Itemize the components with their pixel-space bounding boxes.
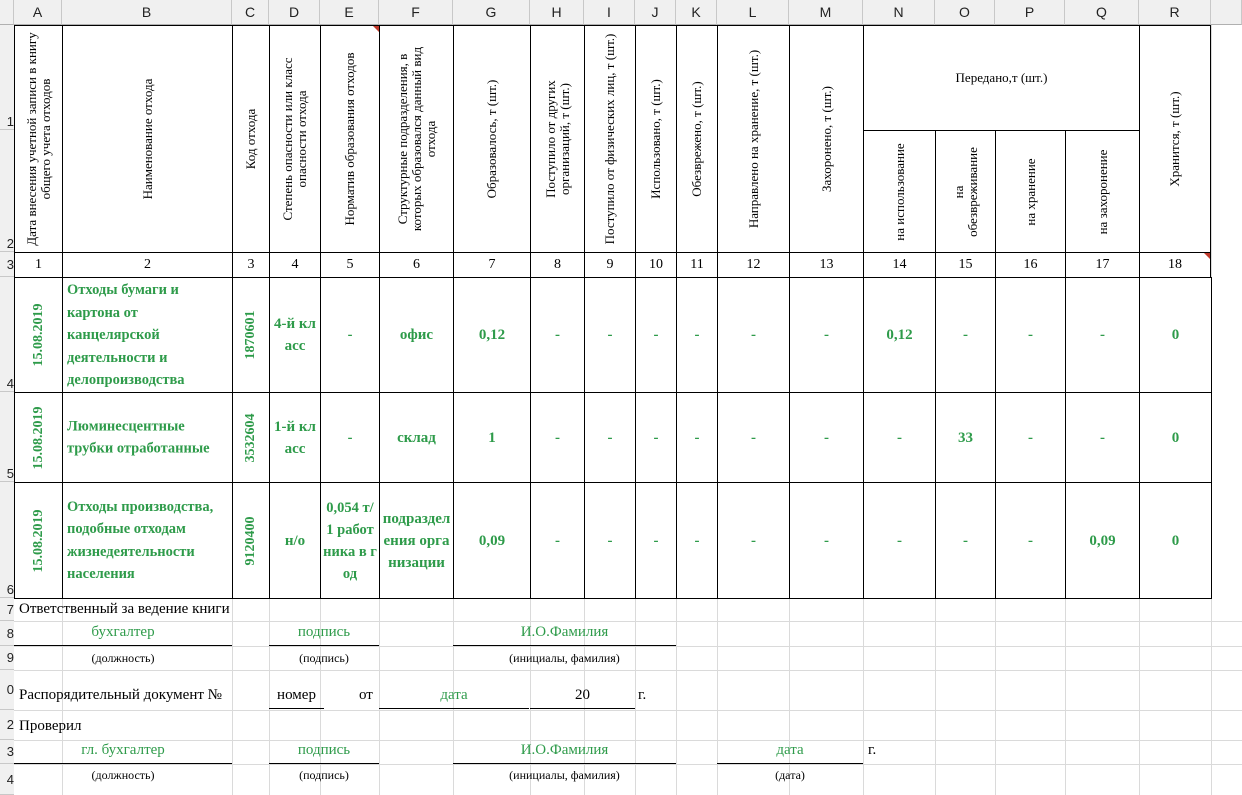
col-number-text: 4 [291, 257, 299, 272]
col-number-4[interactable] [269, 252, 321, 278]
col-number-5[interactable] [320, 252, 380, 278]
col-number-15[interactable] [935, 252, 996, 278]
date-caption-2: (дата) [775, 768, 805, 782]
record-formed: 0,12 [478, 327, 506, 343]
header-formed[interactable] [453, 25, 531, 253]
record-class: 4-й класс [274, 316, 316, 354]
record-norm: 0,054 т/1 работника в год [323, 499, 377, 582]
header-code-text: Код отхода [243, 108, 258, 170]
col-header-k[interactable]: K [676, 0, 717, 25]
position-caption-1: (должность) [91, 651, 155, 665]
record-3-formed-cell[interactable] [453, 482, 531, 599]
record-from-orgs: - [555, 429, 560, 446]
record-3-name-cell[interactable] [62, 482, 233, 599]
record-3-used-cell[interactable] [635, 482, 677, 599]
record-transferred-use: - [897, 429, 902, 446]
record-transferred-burial: - [1100, 429, 1105, 446]
record-3-to-storage-cell[interactable] [717, 482, 790, 599]
record-3-neutralized-cell[interactable] [676, 482, 718, 599]
row-header-6[interactable]: 6 [0, 482, 14, 598]
year-suffix: г. [638, 687, 647, 703]
record-formed: 0,09 [478, 532, 506, 549]
record-1-transferred-storage-cell[interactable] [995, 277, 1066, 393]
col-number-9[interactable] [584, 252, 636, 278]
header-t-storage-text: на хранение [1022, 157, 1038, 226]
record-from-persons: - [607, 532, 613, 549]
record-stored: 0 [1171, 429, 1180, 446]
col-header-p[interactable]: P [995, 0, 1065, 25]
record-used: - [653, 429, 659, 446]
record-norm: - [347, 429, 353, 446]
checked-label: Проверил [19, 718, 82, 734]
col-number-18[interactable] [1139, 252, 1211, 278]
col-number-10[interactable] [635, 252, 677, 278]
record-from-orgs: - [555, 327, 560, 343]
record-1-used-cell[interactable] [635, 277, 677, 393]
header-t-use-text: на использование [891, 142, 907, 241]
header-from-orgs[interactable] [530, 25, 585, 253]
record-3-transferred-neutral-cell[interactable] [935, 482, 996, 599]
gridline [14, 740, 1242, 741]
header-stored-text: Хранится, т (шт.) [1167, 91, 1182, 187]
date-field-2[interactable]: дата [717, 742, 863, 764]
header-name[interactable] [62, 25, 233, 253]
col-number-text: 16 [1023, 257, 1038, 272]
record-3-transferred-storage-cell[interactable] [995, 482, 1066, 599]
row-header-14[interactable]: 4 [0, 764, 14, 795]
record-class: н/о [284, 532, 306, 549]
record-1-to-storage-cell[interactable] [717, 277, 790, 393]
record-code: 1870601 [243, 310, 258, 360]
header-from-persons-text: Поступило от физических лиц, т (шт.) [602, 33, 617, 245]
header-transferred[interactable] [863, 25, 1140, 131]
header-norm-text: Норматив образования отходов [342, 52, 357, 226]
record-2-neutralized-cell[interactable] [676, 392, 718, 483]
record-1-from-persons-cell[interactable] [584, 277, 636, 393]
signature-field-2[interactable]: подпись [269, 742, 379, 764]
col-header-l[interactable]: L [717, 0, 789, 25]
col-number-14[interactable] [863, 252, 936, 278]
gridline [14, 670, 1242, 671]
record-transferred-storage: - [1028, 429, 1033, 446]
header-unit-text: Структурные подразделения, в которых образовался данный вид отхода [394, 46, 438, 232]
col-header-h[interactable]: H [530, 0, 584, 25]
order-number-field[interactable]: номер [269, 687, 324, 709]
header-norm[interactable] [320, 25, 380, 253]
col-header-f[interactable]: F [379, 0, 453, 25]
col-header-b[interactable]: B [62, 0, 232, 25]
col-number-text: 3 [247, 257, 255, 272]
col-number-text: 9 [606, 257, 614, 272]
record-transferred-burial: 0,09 [1089, 532, 1116, 549]
record-class: 1-й класс [274, 418, 316, 457]
header-stored[interactable] [1139, 25, 1211, 253]
col-header-j[interactable]: J [635, 0, 676, 25]
record-transferred-neutral: 33 [958, 429, 973, 446]
record-1-from-orgs-cell[interactable] [530, 277, 585, 393]
order-label: Распорядительный документ № [19, 687, 222, 703]
record-2-unit-cell[interactable] [379, 392, 454, 483]
header-to-storage-text: Направлено на хранение, т (шт.) [745, 49, 761, 229]
record-2-from-orgs-cell[interactable] [530, 392, 585, 483]
comment-marker [1204, 253, 1210, 259]
record-norm: - [347, 327, 353, 343]
row-header-13[interactable]: 3 [0, 740, 14, 764]
header-name-text: Наименование отхода [139, 78, 155, 200]
col-header-d[interactable]: D [269, 0, 320, 25]
record-to-storage: - [751, 532, 756, 549]
record-1-transferred-burial-cell[interactable] [1065, 277, 1140, 393]
name-caption-1: (инициалы, фамилия) [509, 651, 620, 665]
header-t-neutral[interactable] [935, 130, 996, 253]
position-caption-2: (должность) [91, 768, 155, 782]
record-buried: - [824, 429, 829, 446]
record-2-stored-cell[interactable] [1139, 392, 1212, 483]
record-2-class-cell[interactable] [269, 392, 321, 483]
record-2-buried-cell[interactable] [789, 392, 864, 483]
record-transferred-storage: - [1028, 327, 1033, 343]
record-3-buried-cell[interactable] [789, 482, 864, 599]
col-number-text: 2 [144, 257, 151, 272]
record-neutralized: - [694, 532, 700, 549]
col-number-text: 6 [413, 257, 420, 272]
record-1-class-cell[interactable] [269, 277, 321, 393]
col-header-r[interactable]: R [1139, 0, 1211, 25]
header-buried-text: Захоронено, т (шт.) [818, 85, 834, 193]
record-1-unit-cell[interactable] [379, 277, 454, 393]
header-date-text: Дата внесения учетной записи в книгу общего учета отходов [23, 32, 53, 246]
row-header-4[interactable]: 4 [0, 277, 14, 392]
record-1-transferred-use-cell[interactable] [863, 277, 936, 393]
record-buried: - [824, 532, 829, 549]
col-number-text: 11 [690, 257, 704, 272]
record-3-stored-cell[interactable] [1139, 482, 1212, 599]
col-number-text: 7 [488, 257, 496, 272]
col-header-c[interactable]: C [232, 0, 269, 25]
col-header-q[interactable]: Q [1065, 0, 1139, 25]
col-header-extra[interactable] [1211, 0, 1242, 25]
record-from-orgs: - [555, 532, 560, 549]
col-number-text: 8 [554, 257, 561, 272]
gridline [14, 710, 1242, 711]
header-neutralized-text: Обезврежено, т (шт.) [689, 81, 704, 197]
record-1-name-cell[interactable] [62, 277, 233, 393]
record-2-used-cell[interactable] [635, 392, 677, 483]
record-1-date-cell[interactable] [14, 277, 63, 393]
record-from-persons: - [607, 327, 613, 343]
record-name: Отходы производства, подобные отходам жизнедеятельности населения [67, 498, 214, 582]
header-t-neutral-text: на обезвреживание [950, 146, 980, 237]
from-label: от [359, 687, 373, 703]
record-date: 15.08.2019 [30, 406, 46, 469]
position-field-2[interactable]: гл. бухгалтер [14, 742, 232, 764]
record-2-to-storage-cell[interactable] [717, 392, 790, 483]
record-2-transferred-neutral-cell[interactable] [935, 392, 996, 483]
header-t-storage[interactable] [995, 130, 1066, 253]
col-number-11[interactable] [676, 252, 718, 278]
record-3-code-cell[interactable] [232, 482, 270, 599]
gridline [14, 621, 1242, 622]
record-1-norm-cell[interactable] [320, 277, 380, 393]
header-t-use[interactable] [863, 130, 936, 253]
header-from-persons[interactable] [584, 25, 636, 253]
record-2-date-cell[interactable] [14, 392, 63, 483]
col-number-17[interactable] [1065, 252, 1140, 278]
gridline [14, 764, 1242, 765]
record-3-from-orgs-cell[interactable] [530, 482, 585, 599]
row-header-1[interactable]: 1 [0, 25, 14, 130]
header-transferred-text: Передано,т (шт.) [955, 70, 1048, 85]
col-number-text: 18 [1168, 257, 1182, 272]
record-2-from-persons-cell[interactable] [584, 392, 636, 483]
col-number-12[interactable] [717, 252, 790, 278]
col-number-16[interactable] [995, 252, 1066, 278]
record-2-transferred-storage-cell[interactable] [995, 392, 1066, 483]
record-unit: склад [397, 429, 436, 446]
col-number-text: 13 [819, 257, 834, 272]
col-number-6[interactable] [379, 252, 454, 278]
record-1-neutralized-cell[interactable] [676, 277, 718, 393]
col-number-text: 12 [746, 257, 761, 272]
row-header-2[interactable]: 2 [0, 130, 14, 252]
record-formed: 1 [488, 429, 496, 446]
record-neutralized: - [694, 327, 700, 343]
record-buried: - [824, 327, 829, 343]
row-header-5[interactable]: 5 [0, 392, 14, 482]
name-field-1[interactable]: И.О.Фамилия [453, 624, 676, 646]
record-1-formed-cell[interactable] [453, 277, 531, 393]
col-number-text: 5 [346, 257, 354, 272]
year-suffix-2: г. [868, 742, 877, 758]
record-code: 3532604 [243, 413, 258, 462]
col-number-8[interactable] [530, 252, 585, 278]
record-transferred-neutral: - [963, 532, 968, 549]
header-class[interactable] [269, 25, 321, 253]
record-3-date-cell[interactable] [14, 482, 63, 599]
record-name: Люминесцентные трубки отработанные [67, 418, 210, 457]
col-header-g[interactable]: G [453, 0, 530, 25]
header-date[interactable] [14, 25, 63, 253]
signature-caption-2: (подпись) [299, 768, 349, 782]
record-neutralized: - [694, 429, 700, 446]
record-name: Отходы бумаги и картона от канцелярской деятельности и делопроизводства [67, 281, 185, 388]
col-header-i[interactable]: I [584, 0, 635, 25]
name-field-2[interactable]: И.О.Фамилия [453, 742, 676, 764]
signature-caption-1: (подпись) [299, 651, 349, 665]
name-caption-2: (инициалы, фамилия) [509, 768, 620, 782]
signature-field-1[interactable]: подпись [269, 624, 379, 646]
header-buried[interactable] [789, 25, 864, 253]
record-date: 15.08.2019 [30, 509, 46, 572]
header-used-text: Использовано, т (шт.) [648, 79, 663, 199]
col-number-text: 1 [35, 257, 42, 272]
col-header-corner[interactable] [0, 0, 14, 25]
row-header-9[interactable]: 9 [0, 646, 14, 670]
header-used[interactable] [635, 25, 677, 253]
record-2-transferred-use-cell[interactable] [863, 392, 936, 483]
record-stored: 0 [1171, 327, 1180, 343]
record-date: 15.08.2019 [30, 303, 46, 367]
record-unit: подразделения организации [382, 510, 451, 571]
record-to-storage: - [751, 327, 756, 343]
record-code: 9120400 [243, 516, 258, 565]
gridline [14, 646, 1242, 647]
header-from-orgs-text: Поступило от других организаций, т (шт.) [542, 80, 572, 198]
record-to-storage: - [751, 429, 756, 446]
col-header-a[interactable]: A [14, 0, 62, 25]
col-header-e[interactable]: E [320, 0, 379, 25]
col-header-n[interactable]: N [863, 0, 935, 25]
header-unit[interactable] [379, 25, 454, 253]
record-2-norm-cell[interactable] [320, 392, 380, 483]
col-number-text: 10 [649, 257, 663, 272]
record-3-unit-cell[interactable] [379, 482, 454, 599]
record-3-transferred-burial-cell[interactable] [1065, 482, 1140, 599]
responsible-label: Ответственный за ведение книги [19, 601, 230, 617]
record-transferred-storage: - [1028, 532, 1033, 549]
row-header-10[interactable]: 0 [0, 670, 14, 710]
record-2-transferred-burial-cell[interactable] [1065, 392, 1140, 483]
record-2-formed-cell[interactable] [453, 392, 531, 483]
col-number-text: 14 [892, 257, 907, 272]
col-number-1[interactable] [14, 252, 63, 278]
col-number-2[interactable] [62, 252, 233, 278]
record-unit: офис [399, 327, 434, 343]
header-to-storage[interactable] [717, 25, 790, 253]
record-3-norm-cell[interactable] [320, 482, 380, 599]
record-transferred-neutral: - [963, 327, 968, 343]
record-2-name-cell[interactable] [62, 392, 233, 483]
col-number-3[interactable] [232, 252, 270, 278]
record-transferred-use: - [897, 532, 902, 549]
position-field-1[interactable]: бухгалтер [14, 624, 232, 646]
col-number-text: 15 [958, 257, 973, 272]
record-3-transferred-use-cell[interactable] [863, 482, 936, 599]
record-used: - [653, 327, 659, 343]
record-2-code-cell[interactable] [232, 392, 270, 483]
record-transferred-burial: - [1100, 327, 1105, 343]
order-date-field[interactable]: дата [379, 687, 529, 709]
col-number-text: 17 [1095, 257, 1110, 272]
col-header-o[interactable]: O [935, 0, 995, 25]
col-number-13[interactable] [789, 252, 864, 278]
col-number-7[interactable] [453, 252, 531, 278]
header-t-burial-text: на захоронение [1094, 149, 1110, 234]
order-year-field[interactable]: 20 [530, 687, 635, 709]
record-stored: 0 [1171, 532, 1180, 549]
record-1-code-cell[interactable] [232, 277, 270, 393]
row-header-12[interactable]: 2 [0, 710, 14, 740]
header-formed-text: Образовалось, т (шт.) [484, 79, 499, 199]
row-header-3[interactable]: 3 [0, 252, 14, 277]
header-t-burial[interactable] [1065, 130, 1140, 253]
record-used: - [653, 532, 659, 549]
record-3-from-persons-cell[interactable] [584, 482, 636, 599]
record-transferred-use: 0,12 [886, 327, 913, 343]
record-1-stored-cell[interactable] [1139, 277, 1212, 393]
record-from-persons: - [607, 429, 613, 446]
header-neutralized[interactable] [676, 25, 718, 253]
header-code[interactable] [232, 25, 270, 253]
col-header-m[interactable]: M [789, 0, 863, 25]
row-header-8[interactable]: 8 [0, 621, 14, 646]
row-header-7[interactable]: 7 [0, 598, 14, 621]
record-1-transferred-neutral-cell[interactable] [935, 277, 996, 393]
header-class-text: Степень опасности или класс опасности отхода [280, 57, 309, 221]
record-1-buried-cell[interactable] [789, 277, 864, 393]
record-3-class-cell[interactable] [269, 482, 321, 599]
